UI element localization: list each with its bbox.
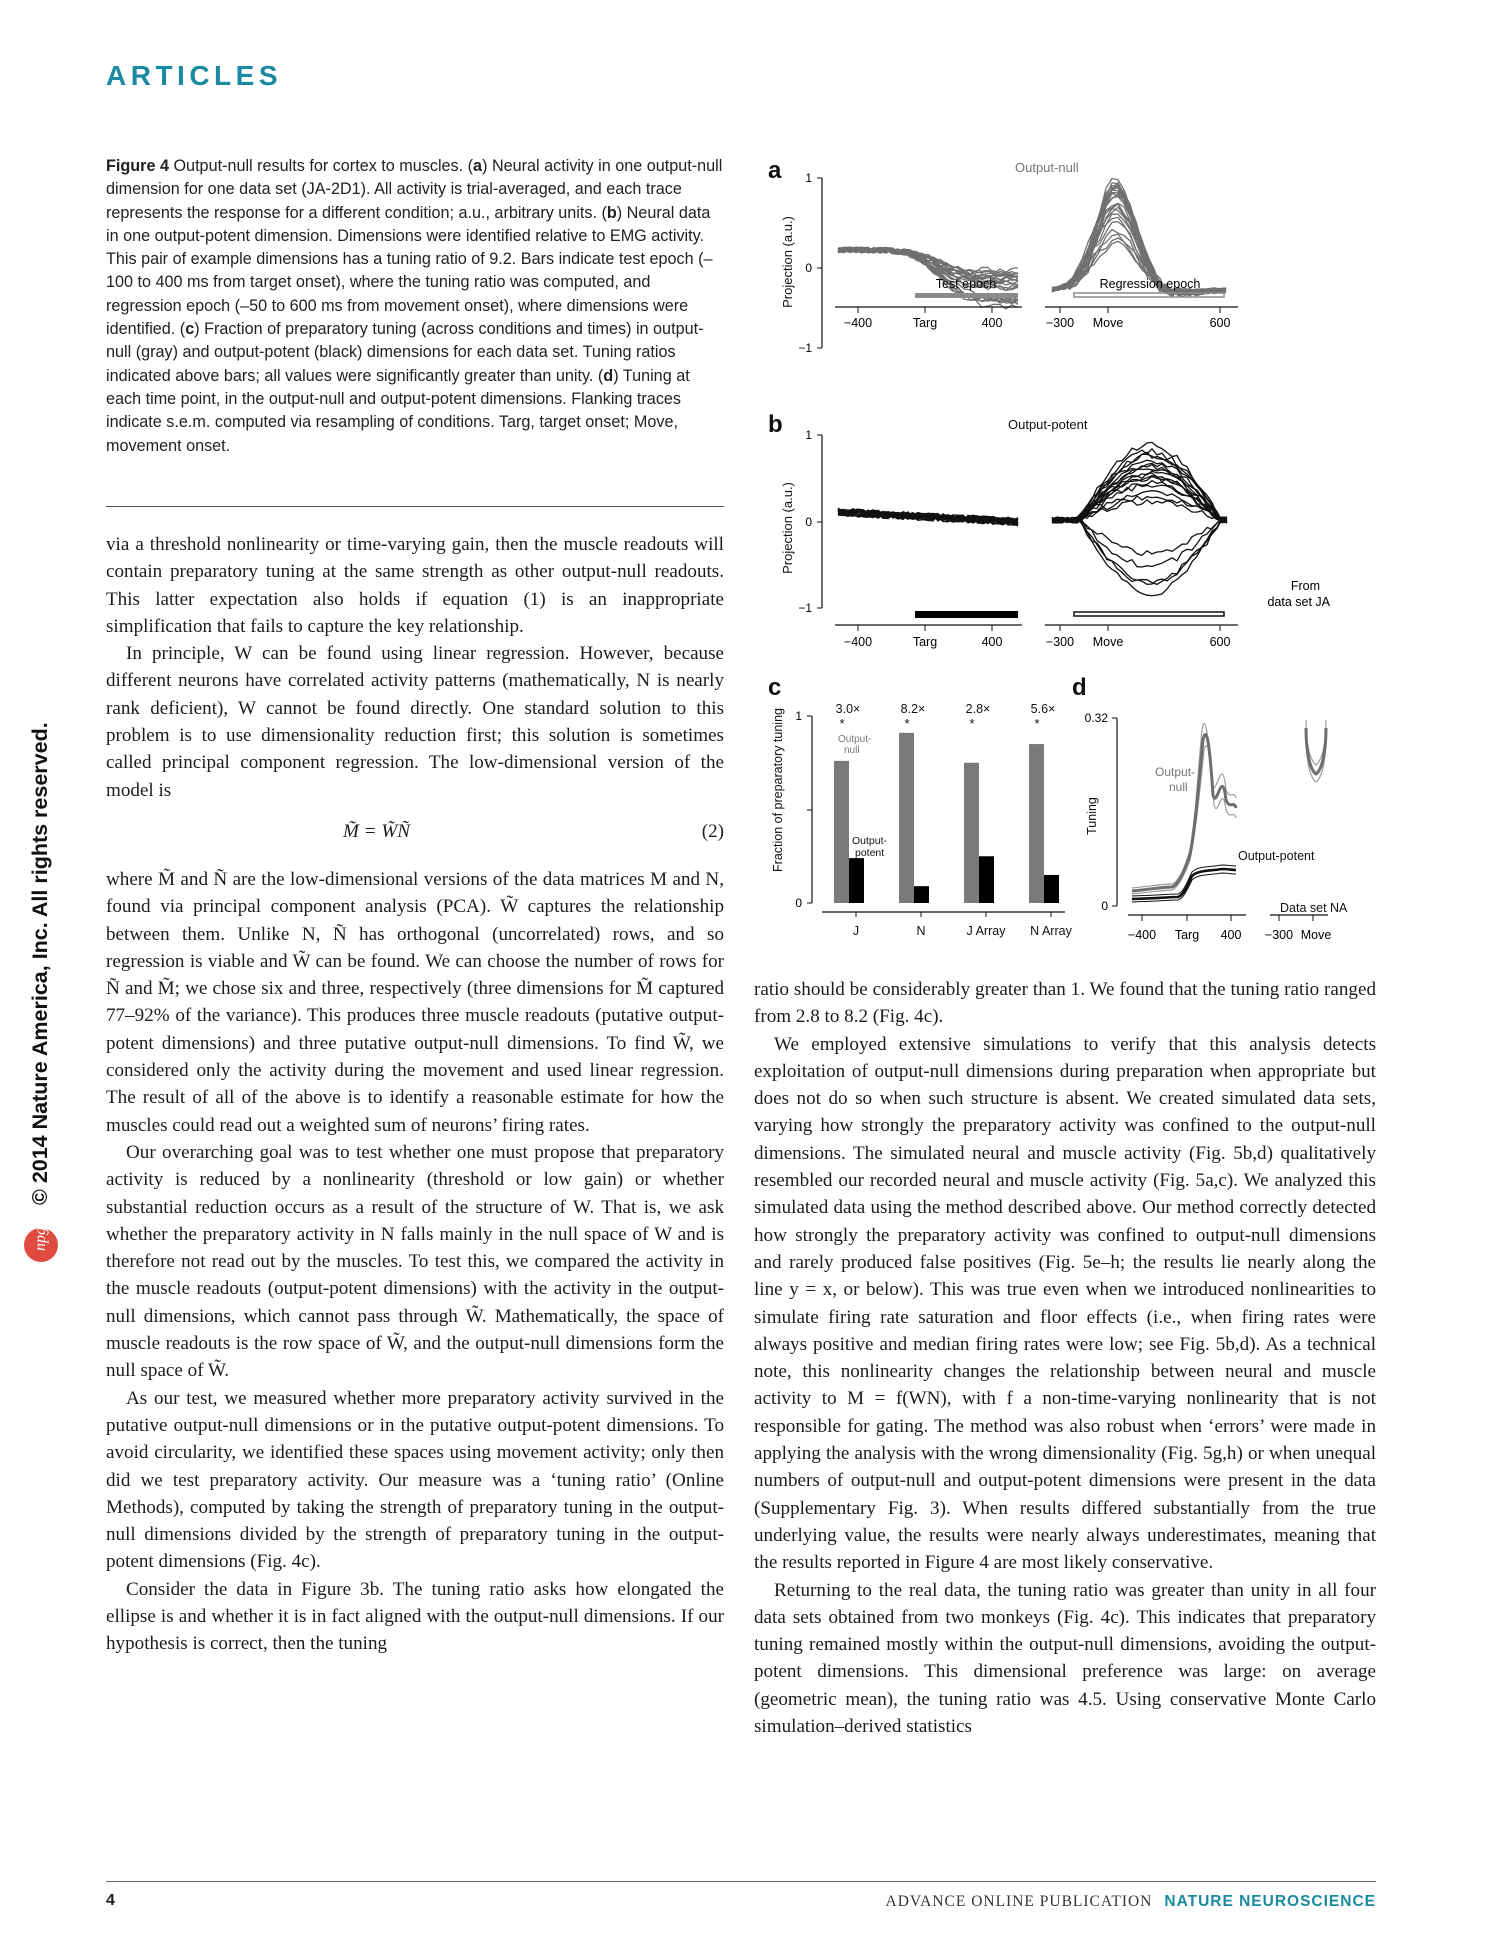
journal-name: NATURE NEUROSCIENCE xyxy=(1164,1893,1376,1910)
paragraph: Returning to the real data, the tuning ratio was greater than unity in all four data sets obtained from two monkeys (Fig. 4c). This indicates that preparatory tuning remained mostly within the output-null dimensions, avoiding the output-potent dimensions. This dimensional preference was large: on average (geometric mean), the tuning ratio was 4.5. Using conservative Monte Carlo simulation–derived statistics xyxy=(754,1579,1376,1738)
y-tick-label: 0 xyxy=(795,896,802,910)
panel-d-dataset-label: Data set NA xyxy=(1280,901,1348,915)
panel-b xyxy=(768,411,1331,649)
y-tick-label: −1 xyxy=(798,601,812,615)
paragraph: ratio should be considerably greater than 1. We found that the tuning ratio ranged from 2.8 to 8.2 (Fig. 4c). xyxy=(754,979,1376,1028)
panel-d-letter: d xyxy=(1072,674,1087,701)
paragraph: In principle, W can be found using linear regression. However, because different neurons have correlated activity patterns (mathematically, N is nearly rank deficient), W cannot be found directly. One standard solution to this problem is to use dimensionality reduction first; this solution is sometimes called principal component regression. The low-dimensional version of the model is xyxy=(106,643,724,801)
panel-a-letter: a xyxy=(768,157,782,184)
x-tick-label: Move xyxy=(1300,928,1332,942)
x-tick-label: Move xyxy=(1092,316,1124,330)
panel-c xyxy=(768,674,1073,938)
figure-4 xyxy=(760,150,1385,950)
x-tick-label: −400 xyxy=(843,635,873,649)
source-note-line-2: data set JA xyxy=(1267,595,1330,609)
test-epoch-bar xyxy=(915,293,1018,298)
paragraph: We employed extensive simulations to verify that this analysis detects exploitation of output-null dimensions during preparation when appropriate but does not do so when such structure is absent. We created simulated data sets, varying how strongly the preparatory activity was confined to the output-null dimensions. The simulated neural and muscle activity (Fig. 5b,d) qualitatively resembled our recorded neural and muscle activity (Fig. 5a,c). We analyzed this simulated data using the method described above. Our method correctly detected how strongly the preparatory activity was confined to output-null dimensions and rarely produced false positives (Fig. 5e–h; the results lie nearly along the line y = x, or below). This was true even when we introduced nonlinearities to simulate firing rate saturation and floor effects (i.e., when firing rates were always positive and median firing rates were low; see Fig. 5b,d). As a technical note, this nonlinearity changes the relationship between neural and muscle activity to M = f(WN), with f a non-time-varying nonlinearity that is not responsible for gating. The method was also robust when ‘errors’ were made in applying the analysis with the wrong dimensionality (Fig. 5g,h) or when unequal numbers of output-null and output-potent dimensions were present in the data (Supplementary Fig. 3). When results differed substantially from the true underlying value, the results were nearly always underestimates, meaning that the results reported in Figure 4 are most likely conservative. xyxy=(754,1033,1376,1574)
paragraph: Consider the data in Figure 3b. The tuning ratio asks how elongated the ellipse is and whether it is in fact aligned with the output-null dimensions. If our hypothesis is correct, then the tuning xyxy=(106,1578,724,1655)
neural-trace xyxy=(1052,519,1227,585)
caption-text-b: Neural data in one output-potent dimension. Dimensions were identified relative to EMG activity. This pair of example dimensions has a tuning ratio of 9.2. Bars indicate test epoch (–100 to 400 ms from target onset), where the tuning ratio was computed, and regression epoch (–50 to 600 ms from movement onset), where dimensions were identified. xyxy=(106,203,713,339)
tuning-ratio-label: 3.0× xyxy=(835,702,861,716)
neural-trace xyxy=(1052,518,1227,567)
x-category-label: N xyxy=(916,924,926,938)
y-tick-label: 1 xyxy=(805,428,812,442)
caption-letter-a: a xyxy=(473,157,483,175)
x-tick-label: 400 xyxy=(981,635,1003,649)
caption-letter-d: d xyxy=(603,366,614,385)
panel-a-ylabel: Projection (a.u.) xyxy=(780,216,795,308)
y-tick-label: 0 xyxy=(805,261,812,275)
x-tick-label: Targ xyxy=(912,635,938,649)
panel-d-ylabel: Tuning xyxy=(1085,797,1099,835)
caption-text-d: Tuning at each time point, in the output-null and output-potent dimensions. Flanking traces indicate s.e.m. computed via resampling of conditions. Targ, target onset; Move, movement onset. xyxy=(106,366,690,455)
bar-label-null-line-2: null xyxy=(844,745,860,756)
panel-d-null-label-line-2: null xyxy=(1169,780,1188,794)
regression-epoch-bar xyxy=(1074,293,1224,297)
paragraph: via a threshold nonlinearity or time-varying gain, then the muscle readouts will contain preparatory tuning at the same strength as other output-null readouts. This latter expectation also holds if equation (1) is an inappropriate simplification that fails to capture the key relationship. xyxy=(106,534,724,637)
x-category-label: J xyxy=(852,924,860,938)
figure-caption: Figure 4 Output-null results for cortex to muscles. (a) Neural activity in one output-null dimension for one data set (JA-2D1). All activity is trial-averaged, and each trace represents the response for a different condition; a.u., arbitrary units. (b) Neural data in one output-potent dimension. Dimensions were identified relative to EMG activity. This pair of example dimensions has a tuning ratio of 9.2. Bars indicate test epoch (–100 to 400 ms from target onset), where the tuning ratio was computed, and regression epoch (–50 to 600 ms from movement onset), where dimensions were identified. (c) Fraction of preparatory tuning (across conditions and times) in output-null (gray) and output-potent (black) dimensions for each data set. Tuning ratios indicated above bars; all values were significantly greater than unity. (d) Tuning at each time point, in the output-null and output-potent dimensions. Flanking traces indicate s.e.m. computed via resampling of conditions. Targ, target onset; Move, movement onset. xyxy=(106,157,723,455)
x-tick-label: 600 xyxy=(1209,635,1231,649)
bar-output-potent xyxy=(979,856,994,903)
neural-trace xyxy=(1052,517,1227,596)
panel-a xyxy=(768,157,1238,355)
x-tick-label: 400 xyxy=(981,316,1003,330)
bar-output-null xyxy=(899,733,914,903)
caption-letter-b: b xyxy=(606,203,617,222)
x-tick-label: −300 xyxy=(1264,928,1294,942)
panel-b-ylabel: Projection (a.u.) xyxy=(780,482,795,574)
y-tick-label: 0.32 xyxy=(1084,711,1108,725)
caption-divider xyxy=(106,506,724,507)
source-note-line-1: From xyxy=(1290,579,1320,593)
panel-a-title: Output-null xyxy=(1015,160,1079,175)
x-tick-label: −300 xyxy=(1045,635,1075,649)
y-tick-label: −1 xyxy=(798,341,812,355)
null-sem-upper xyxy=(1132,724,1236,888)
footer-running-title xyxy=(886,1893,1376,1911)
footer-divider xyxy=(106,1881,1376,1882)
x-tick-label: Move xyxy=(1092,635,1124,649)
copyright-notice: © 2014 Nature America, Inc. All rights reserved. xyxy=(28,722,52,1205)
caption-text-a: Neural activity in one output-null dimension for one data set (JA-2D1). All activity is trial-averaged, and each trace represents the response for a different condition; a.u., arbitrary units. xyxy=(106,157,723,222)
body-column-right xyxy=(754,976,1376,1740)
bar-output-potent xyxy=(849,858,864,903)
panel-d-potent-label: Output-potent xyxy=(1238,849,1315,863)
bar-output-potent xyxy=(914,886,929,903)
y-tick-label: 1 xyxy=(805,171,812,185)
caption-text-c: Fraction of preparatory tuning (across conditions and times) in output-null (gray) and output-potent (black) dimensions for each data set. Tuning ratios indicated above bars; all values were significantly greater than unity. xyxy=(106,320,704,385)
caption-title: Output-null results for cortex to muscles. xyxy=(173,157,464,175)
x-tick-label: −300 xyxy=(1045,316,1075,330)
x-tick-label: 400 xyxy=(1220,928,1242,942)
x-category-label: N Array xyxy=(1030,924,1072,938)
panel-b-letter: b xyxy=(768,411,783,438)
body-column-left xyxy=(106,531,724,1658)
y-tick-label: 0 xyxy=(1101,899,1108,913)
bar-output-potent xyxy=(1044,875,1059,903)
panel-b-title: Output-potent xyxy=(1008,417,1088,432)
bar-label-potent-line-2: potent xyxy=(855,847,885,859)
x-tick-label: Targ xyxy=(1174,928,1200,942)
equation: M̃ = W̃Ñ xyxy=(343,820,410,842)
bar-output-null xyxy=(834,761,849,903)
x-tick-label: Targ xyxy=(912,316,938,330)
paragraph: As our test, we measured whether more preparatory activity survived in the putative output-null dimensions or in the putative output-potent dimensions. To avoid circularity, we identified these spaces using movement activity; only then did we test preparatory activity. Our measure was a ‘tuning ratio’ (Online Methods), computed by taking the strength of preparatory tuning in the output-null dimensions divided by the strength of preparatory tuning in the output-potent dimensions (Fig. 4c). xyxy=(106,1387,724,1573)
bar-output-null xyxy=(964,763,979,903)
x-tick-label: −400 xyxy=(1127,928,1157,942)
paragraph: where M̃ and Ñ are the low-dimensional versions of the data matrices M and N, found via principal component analysis (PCA). W̃ captures the relationship between them. Unlike N, Ñ has orthogonal (uncorrelated) rows, and so regression is viable and W̃ can be found. We can choose the number of rows for Ñ and M̃; we chose six and three, respectively (three dimensions for M̃ captured 77–92% of the variance). This produces three muscle readouts (putative output-potent dimensions) and three putative output-null dimensions. To find W̃, we considered only the activity during the movement and used linear regression. The result of all of the above is to identify a reasonable estimate for how the muscles could read out a weighted sum of neurons’ firing rates. xyxy=(106,868,724,1136)
panel-d xyxy=(1072,674,1348,942)
significance-star: * xyxy=(904,716,910,731)
x-category-label: J Array xyxy=(966,924,1006,938)
npg-logo-text: npg xyxy=(32,1227,49,1251)
equation-number: (2) xyxy=(701,820,724,842)
panel-d-null-label-line-1: Output- xyxy=(1155,765,1196,779)
test-epoch-bar xyxy=(915,611,1018,618)
y-tick-label: 1 xyxy=(795,709,802,723)
panel-c-letter: c xyxy=(768,674,782,701)
significance-star: * xyxy=(969,716,975,731)
significance-star: * xyxy=(839,716,845,731)
caption-label: Figure 4 xyxy=(106,157,169,175)
significance-star: * xyxy=(1034,716,1040,731)
bar-label-null-line-1: Output- xyxy=(838,734,872,745)
caption-letter-c: c xyxy=(185,320,195,339)
panel-c-ylabel: Fraction of preparatory tuning xyxy=(771,708,785,872)
section-header: ARTICLES xyxy=(106,60,282,91)
y-tick-label: 0 xyxy=(805,515,812,529)
bar-label-potent-line-1: Output- xyxy=(852,835,888,847)
regression-epoch-bar xyxy=(1074,612,1224,616)
publication-label: ADVANCE ONLINE PUBLICATION xyxy=(885,1893,1153,1910)
equation-block xyxy=(106,812,724,852)
x-tick-label: 600 xyxy=(1209,316,1231,330)
neural-trace xyxy=(1052,442,1227,521)
tuning-ratio-label: 2.8× xyxy=(965,702,991,716)
npg-logo xyxy=(24,1228,58,1262)
page-number: 4 xyxy=(106,1892,115,1909)
tuning-ratio-label: 5.6× xyxy=(1030,702,1056,716)
regression-epoch-label: Regression epoch xyxy=(1099,277,1201,291)
test-epoch-label: Test epoch xyxy=(935,277,997,291)
paragraph: Our overarching goal was to test whether one must propose that preparatory activity is reduced by a nonlinearity (threshold or low gain) or whether substantial reduction occurs as a result of the structure of W. That is, we ask whether the preparatory activity in N falls mainly in the null space of W and is therefore not read out by the muscles. To test this, we compared the activity in the muscle readouts (output-potent dimensions) with the activity in the output-null dimensions, which cannot pass through W̃. Mathematically, the space of muscle readouts is the row space of W̃, and the output-null dimensions form the null space of W̃. xyxy=(106,1141,724,1382)
tuning-ratio-label: 8.2× xyxy=(900,702,926,716)
bar-output-null xyxy=(1029,744,1044,903)
panel-b-traces xyxy=(838,442,1227,595)
x-tick-label: −400 xyxy=(843,316,873,330)
null-tuning-curve xyxy=(1132,734,1236,891)
